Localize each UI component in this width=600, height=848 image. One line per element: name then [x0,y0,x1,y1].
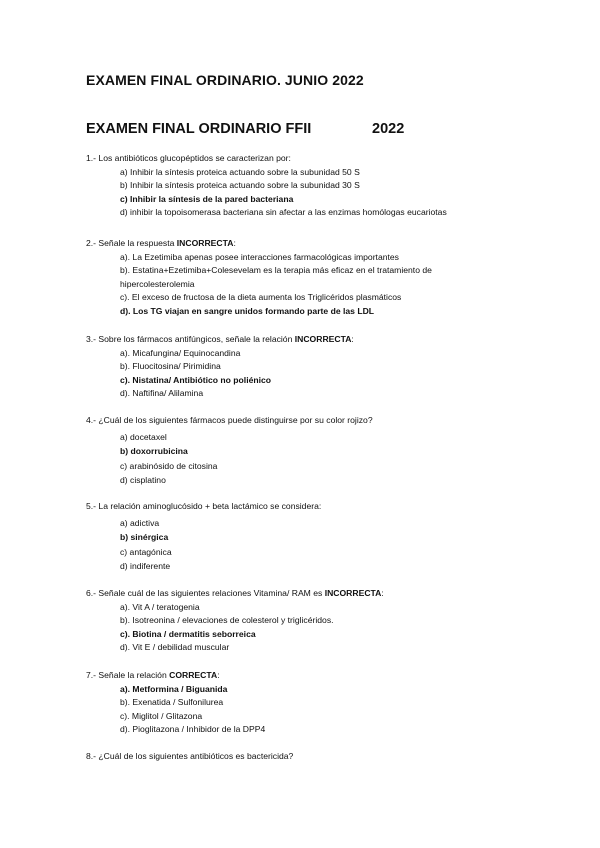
question-2-option-d-correct: d). Los TG viajan en sangre unidos formando parte de las LDL [120,305,375,316]
question-2-option-a: a). La Ezetimiba apenas posee interacciones farmacológicas importantes [120,251,399,262]
question-3-option-b: b). Fluocitosina/ Pirimidina [120,361,221,372]
question-6-option-d: d). Vit E / debilidad muscular [120,642,230,653]
question-7-option-c: c). Miglitol / Glitazona [120,710,203,721]
question-2-options [86,251,526,319]
question-2-stem [86,237,526,251]
question-6-option-b: b). Isotreonina / elevaciones de colesterol y triglicéridos. [120,615,334,626]
question-7-option-d: d). Pioglitazona / Inhibidor de la DPP4 [120,724,266,735]
question-1-option-a: a) Inhibir la síntesis proteica actuando sobre la subunidad 50 S [120,166,360,177]
question-7-stem [86,669,526,683]
question-5-option-a: a) adictiva [120,517,160,528]
question-2-option-c: c). El exceso de fructosa de la dieta aumenta los Triglicéridos plasmáticos [120,292,402,303]
question-5-option-c: c) antagónica [120,546,172,557]
question-4-option-b-correct: b) doxorrubicina [120,446,188,457]
exam-year: 2022 [372,121,405,137]
question-3-stem-emphasis: INCORRECTA [294,334,352,344]
question-6-stem [86,587,526,601]
question-1 [86,152,526,220]
question-5-stem: 5.- La relación aminoglucósido + beta lactámico se considera: [86,501,322,511]
question-2-stem-suffix: : [233,238,236,248]
question-4-option-c: c) arabinósido de citosina [120,460,218,471]
question-4-option-a: a) docetaxel [120,431,167,442]
question-5-options [86,516,526,574]
question-3-option-d: d). Naftifina/ Alilamina [120,388,204,399]
question-3-stem [86,333,526,347]
question-5-option-b-correct: b) sinérgica [120,532,169,543]
question-7-stem-suffix: : [217,670,220,680]
question-3-option-a: a). Micafungina/ Equinocandina [120,347,241,358]
question-4 [86,414,526,488]
question-3-options [86,347,526,401]
exam-title: EXAMEN FINAL ORDINARIO. JUNIO 2022 [86,72,364,88]
question-7-option-b: b). Exenatida / Sulfonilurea [120,697,224,708]
question-3-stem-prefix: 3.- Sobre los fármacos antifúngicos, señale la relación [86,334,295,344]
question-1-option-c-correct: c) Inhibir la síntesis de la pared bacteriana [120,193,294,204]
question-2-stem-emphasis: INCORRECTA [176,238,234,248]
question-6-stem-suffix: : [381,588,384,598]
question-7 [86,669,526,737]
question-1-stem: 1.- Los antibióticos glucopéptidos se caracterizan por: [86,153,291,163]
subject-title [86,121,405,137]
question-5-option-d: d) indiferente [120,561,171,572]
question-3-stem-suffix: : [351,334,354,344]
question-3-option-c-correct: c). Nistatina/ Antibiótico no poliénico [120,374,272,385]
question-6-stem-prefix: 6.- Señale cuál de las siguientes relaciones Vitamina/ RAM es [86,588,325,598]
question-7-option-a-correct: a). Metformina / Biguanida [120,683,228,694]
question-2-option-b: b). Estatina+Ezetimiba+Colesevelam es la terapia más eficaz en el tratamiento de hipercolesterolemia [120,265,432,289]
question-6-option-c-correct: c). Biotina / dermatitis seborreica [120,628,256,639]
question-1-option-d: d) inhibir la topoisomerasa bacteriana sin afectar a las enzimas homólogas eucariotas [120,207,447,218]
question-6-options [86,601,526,655]
question-1-options [86,166,526,220]
question-6-stem-emphasis: INCORRECTA [324,588,382,598]
question-5 [86,500,526,574]
question-8-stem: 8.- ¿Cuál de los siguientes antibióticos es bactericida? [86,751,294,761]
question-6-option-a: a). Vit A / teratogenia [120,601,200,612]
question-8 [86,750,526,764]
question-6 [86,587,526,655]
subject-title-text: EXAMEN FINAL ORDINARIO FFII [86,121,312,137]
question-7-options [86,683,526,737]
question-1-option-b: b) Inhibir la síntesis proteica actuando sobre la subunidad 30 S [120,180,360,191]
question-3 [86,333,526,401]
question-4-options [86,430,526,488]
question-2-stem-prefix: 2.- Señale la respuesta [86,238,177,248]
question-4-option-d: d) cisplatino [120,475,166,486]
question-2 [86,237,526,319]
question-7-stem-prefix: 7.- Señale la relación [86,670,170,680]
question-4-stem: 4.- ¿Cuál de los siguientes fármacos puede distinguirse por su color rojizo? [86,415,373,425]
question-7-stem-emphasis: CORRECTA [169,670,218,680]
